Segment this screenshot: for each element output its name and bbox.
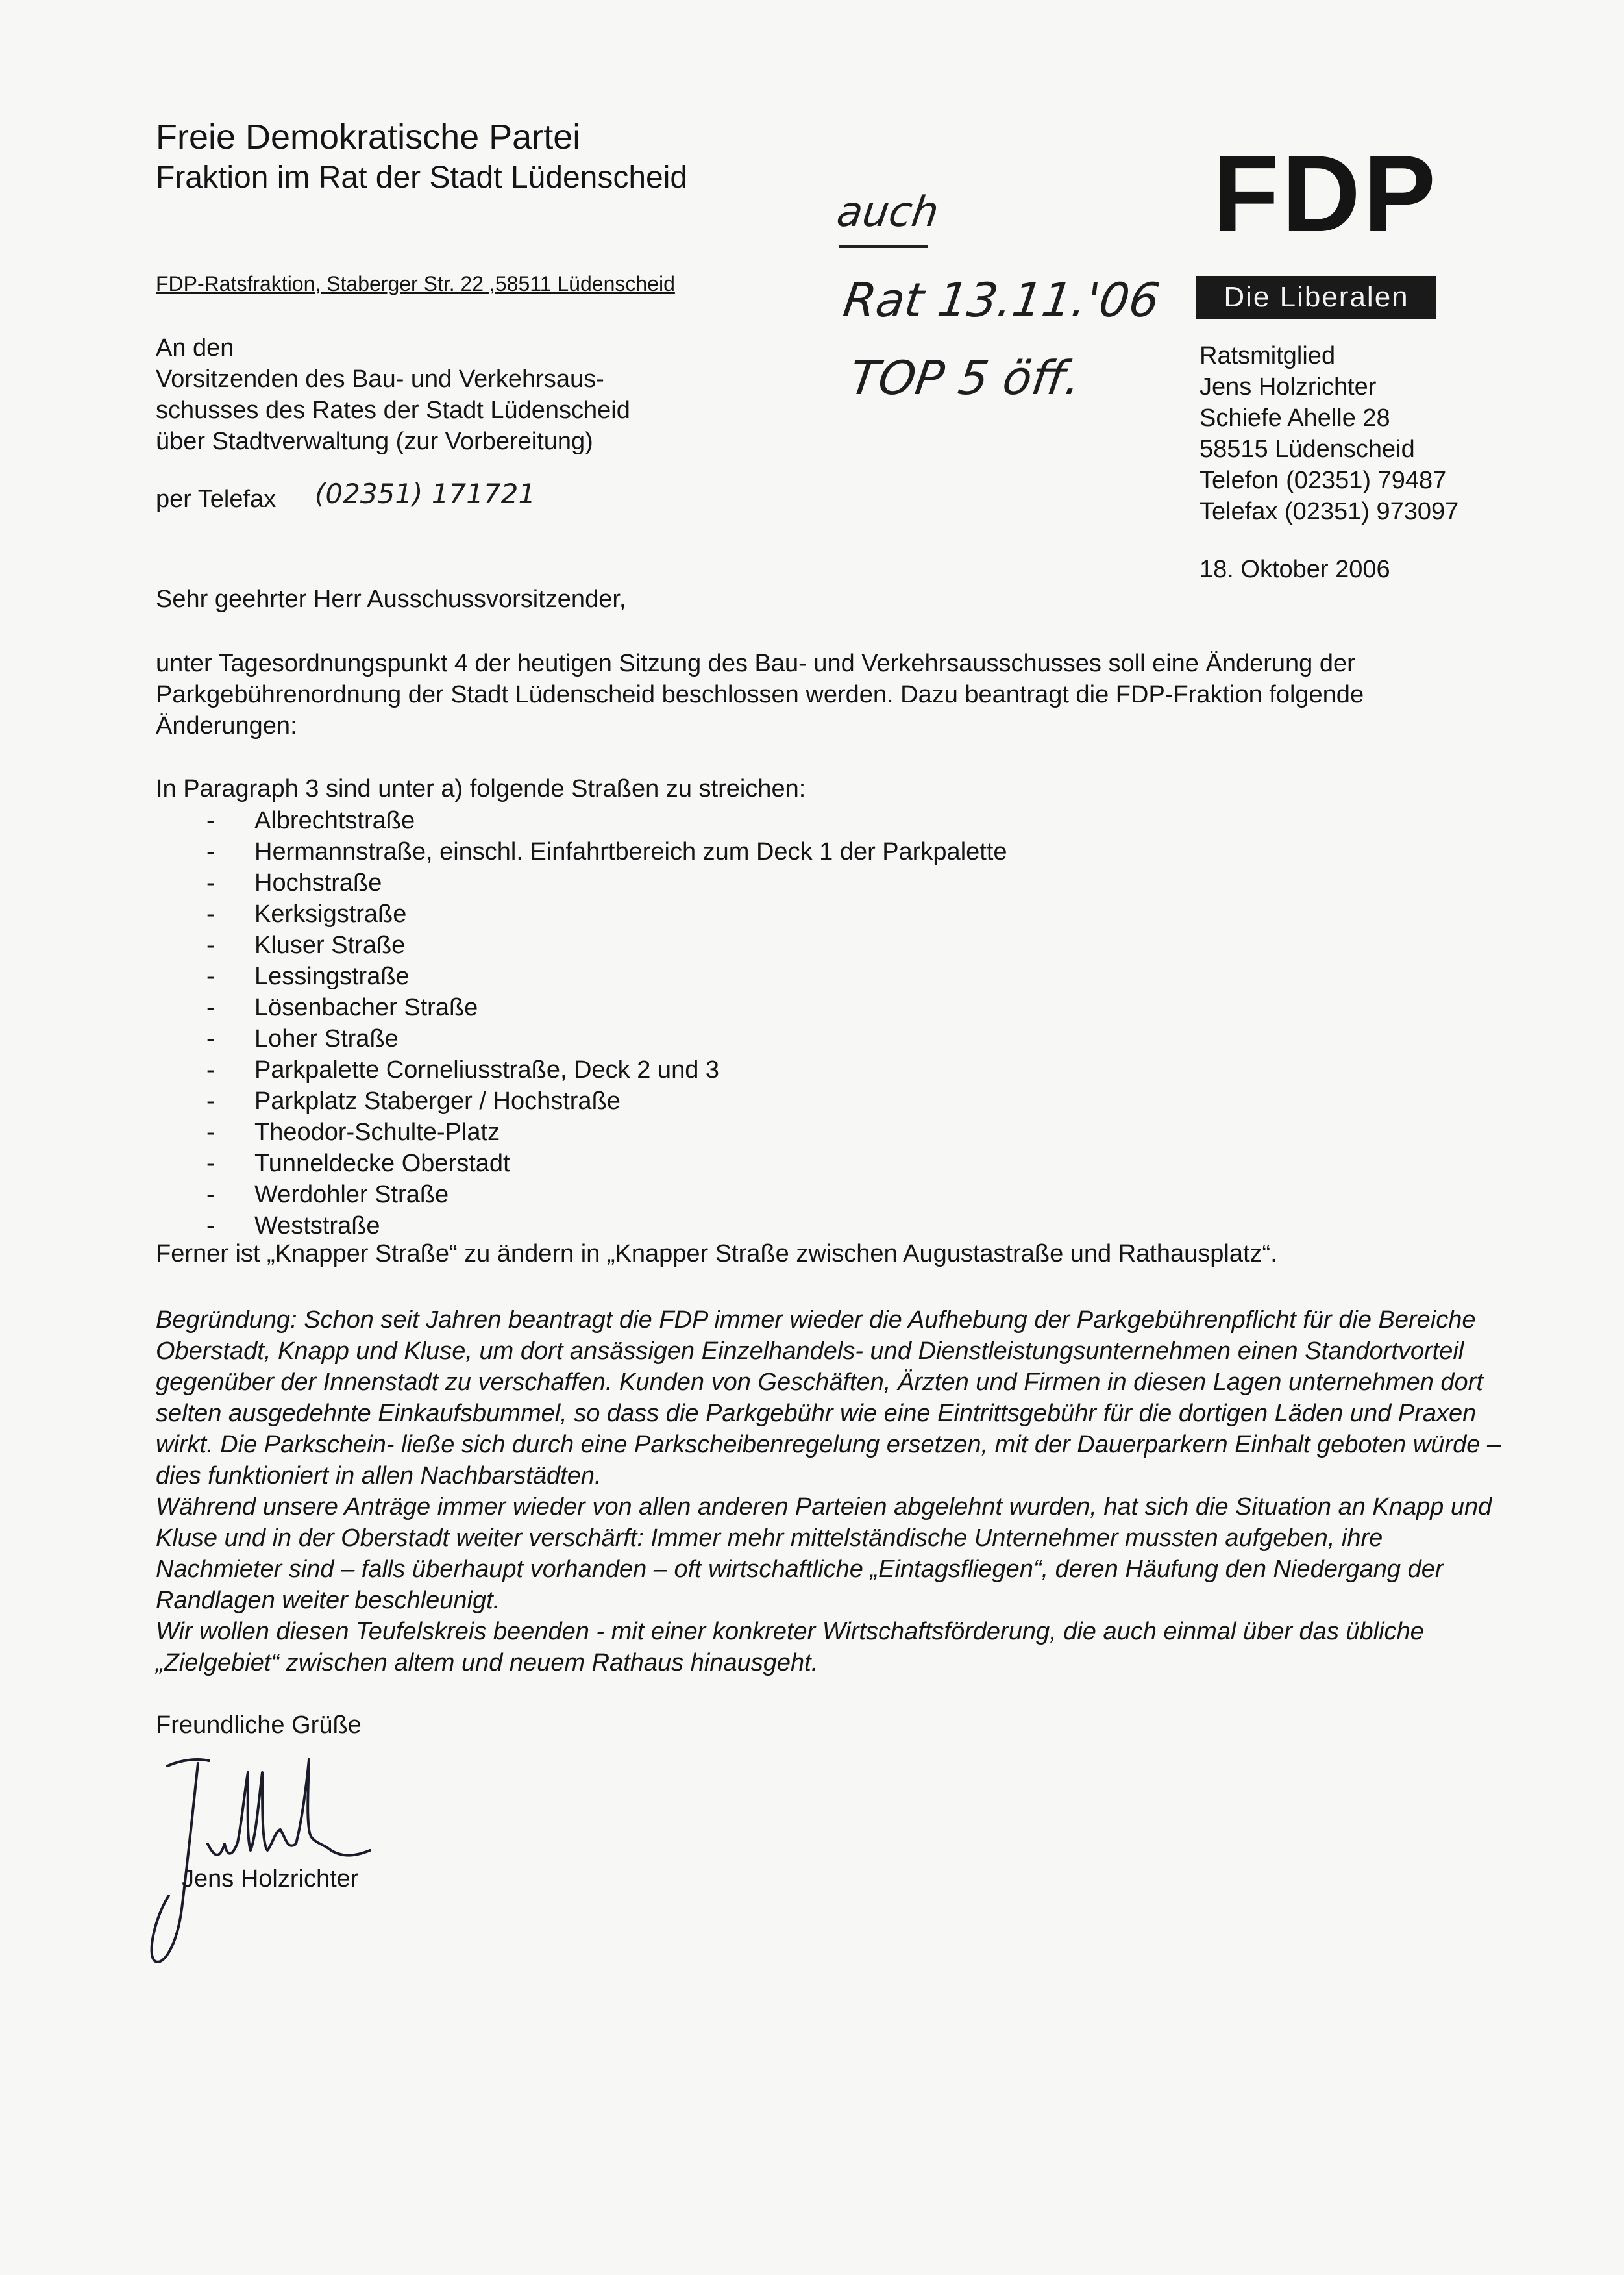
street-list xyxy=(156,805,1007,1241)
street-name: Kluser Straße xyxy=(254,932,406,959)
street-name: Hochstraße xyxy=(254,869,382,897)
handwritten-note-line1: auch xyxy=(833,188,942,236)
street-name: Kerksigstraße xyxy=(254,901,407,928)
reasoning-paragraph: Begründung: Schon seit Jahren beantragt die FDP immer wieder die Aufhebung der Parkgebührenpflicht für die Bereiche Oberstadt, Knapp und Kluse, um dort ansässigen Einzelhandels- und Dienstleistungsunternehmen einen Standortvorteil gegenüber der Innenstadt zu verschaffen. Kunden von Geschäften, Ärzten und Firmen in diesen Lagen unternehmen dort selten ausgedehnte Einkaufsbummel, so dass die Parkgebühr wie eine Eintrittsgebühr für die dortigen Läden und Praxen wirkt. Die Parkschein- ließe sich durch eine Parkscheibenregelung ersetzen, mit der Dauerparkern Einhalt geboten würde – dies funktioniert in allen Nachbarstädten. xyxy=(156,1306,1501,1489)
fax-label: per Telefax xyxy=(156,486,277,513)
list-item xyxy=(156,805,1007,836)
street-name: Lösenbacher Straße xyxy=(254,994,478,1021)
recipient-block xyxy=(156,332,630,457)
reasoning-paragraph: Wir wollen diesen Teufelskreis beenden - mit einer konkreter Wirtschaftsförderung, die auch einmal über das übliche „Zielgebiet“ zwischen altem und neuem Rathaus hinausgeht. xyxy=(156,1618,1424,1676)
contact-line: Schiefe Ahelle 28 xyxy=(1200,404,1390,432)
list-item xyxy=(156,1117,1007,1148)
list-item xyxy=(156,1054,1007,1086)
list-marker: - xyxy=(206,1056,215,1084)
list-marker: - xyxy=(206,1119,215,1146)
list-item xyxy=(156,930,1007,961)
list-marker: - xyxy=(206,838,215,865)
fdp-logo-text: FDP xyxy=(1212,132,1438,255)
party-name: Freie Demokratische Partei xyxy=(156,118,581,156)
street-name: Tunneldecke Oberstadt xyxy=(254,1150,510,1177)
recipient-line: über Stadtverwaltung (zur Vorbereitung) xyxy=(156,428,593,455)
street-name: Parkplatz Staberger / Hochstraße xyxy=(254,1088,621,1115)
contact-line: Ratsmitglied xyxy=(1200,342,1336,369)
knapper-strasse-change: Ferner ist „Knapper Straße“ zu ändern in „Knapper Straße zwischen Augustastraße und Rathausplatz“. xyxy=(156,1240,1277,1267)
contact-block xyxy=(1200,340,1458,527)
list-item xyxy=(156,1086,1007,1117)
street-name: Albrechtstraße xyxy=(254,807,415,834)
recipient-line: Vorsitzenden des Bau- und Verkehrsaus- xyxy=(156,366,604,393)
street-name: Loher Straße xyxy=(254,1025,399,1052)
list-item xyxy=(156,1179,1007,1210)
recipient-line: An den xyxy=(156,334,234,362)
street-name: Parkpalette Corneliusstraße, Deck 2 und 3 xyxy=(254,1056,720,1084)
list-marker: - xyxy=(206,1150,215,1177)
street-name: Hermannstraße, einschl. Einfahrtbereich zum Deck 1 der Parkpalette xyxy=(254,838,1007,865)
list-item xyxy=(156,992,1007,1023)
list-marker: - xyxy=(206,901,215,928)
handwritten-fax-number: (02351) 171721 xyxy=(315,478,536,510)
handwritten-note-line3: TOP 5 öff. xyxy=(846,351,1085,405)
list-item xyxy=(156,1210,1007,1241)
list-item xyxy=(156,836,1007,867)
list-item xyxy=(156,899,1007,930)
list-marker: - xyxy=(206,1181,215,1208)
signature-name: Jens Holzrichter xyxy=(182,1865,359,1893)
list-marker: - xyxy=(206,1025,215,1052)
letter-date: 18. Oktober 2006 xyxy=(1200,556,1390,583)
list-item xyxy=(156,1148,1007,1179)
reasoning-paragraph: Während unsere Anträge immer wieder von allen anderen Parteien abgelehnt wurden, hat sich die Situation an Knapp und Kluse und in der Oberstadt weiter verschärft: Immer mehr mittelständische Unternehmer mussten aufgeben, ihre Nachmieter sind – falls überhaupt vorhanden – oft wirtschaftliche „Eintagsfliegen“, deren Häufung den Niedergang der Randlagen weiter beschleunigt. xyxy=(156,1493,1492,1614)
sender-address-line: FDP-Ratsfraktion, Staberger Str. 22 ,58511 Lüdenscheid xyxy=(156,272,675,295)
salutation: Sehr geehrter Herr Ausschussvorsitzender, xyxy=(156,586,626,613)
list-marker: - xyxy=(206,1088,215,1115)
contact-line: Telefon (02351) 79487 xyxy=(1200,467,1447,494)
handwritten-underline xyxy=(839,245,928,248)
contact-line: Telefax (02351) 973097 xyxy=(1200,498,1459,525)
list-marker: - xyxy=(206,807,215,834)
signature xyxy=(136,1747,383,1980)
street-name: Lessingstraße xyxy=(254,963,410,990)
reasoning-block xyxy=(156,1304,1506,1678)
contact-line: Jens Holzrichter xyxy=(1200,373,1377,401)
contact-line: 58515 Lüdenscheid xyxy=(1200,436,1415,463)
paragraph-heading: In Paragraph 3 sind unter a) folgende Straßen zu streichen: xyxy=(156,775,806,802)
intro-paragraph: unter Tagesordnungspunkt 4 der heutigen Sitzung des Bau- und Verkehrsausschusses soll eine Änderung der Parkgebührenordnung der Stadt Lüdenscheid beschlossen werden. Dazu beantragt die FDP-Fraktion folgende Änderungen: xyxy=(156,650,1364,740)
street-name: Weststraße xyxy=(254,1212,380,1239)
closing-greeting: Freundliche Grüße xyxy=(156,1711,362,1739)
list-item xyxy=(156,961,1007,992)
list-marker: - xyxy=(206,932,215,959)
list-item xyxy=(156,867,1007,899)
council-fraction: Fraktion im Rat der Stadt Lüdenscheid xyxy=(156,160,688,195)
recipient-line: schusses des Rates der Stadt Lüdenscheid xyxy=(156,397,630,424)
handwritten-note-line2: Rat 13.11.'06 xyxy=(840,273,1163,327)
street-name: Theodor-Schulte-Platz xyxy=(254,1119,500,1146)
list-marker: - xyxy=(206,869,215,897)
list-marker: - xyxy=(206,963,215,990)
list-marker: - xyxy=(206,1212,215,1239)
street-name: Werdohler Straße xyxy=(254,1181,449,1208)
list-item xyxy=(156,1023,1007,1054)
list-marker: - xyxy=(206,994,215,1021)
fdp-logo-tagline: Die Liberalen xyxy=(1196,276,1436,319)
